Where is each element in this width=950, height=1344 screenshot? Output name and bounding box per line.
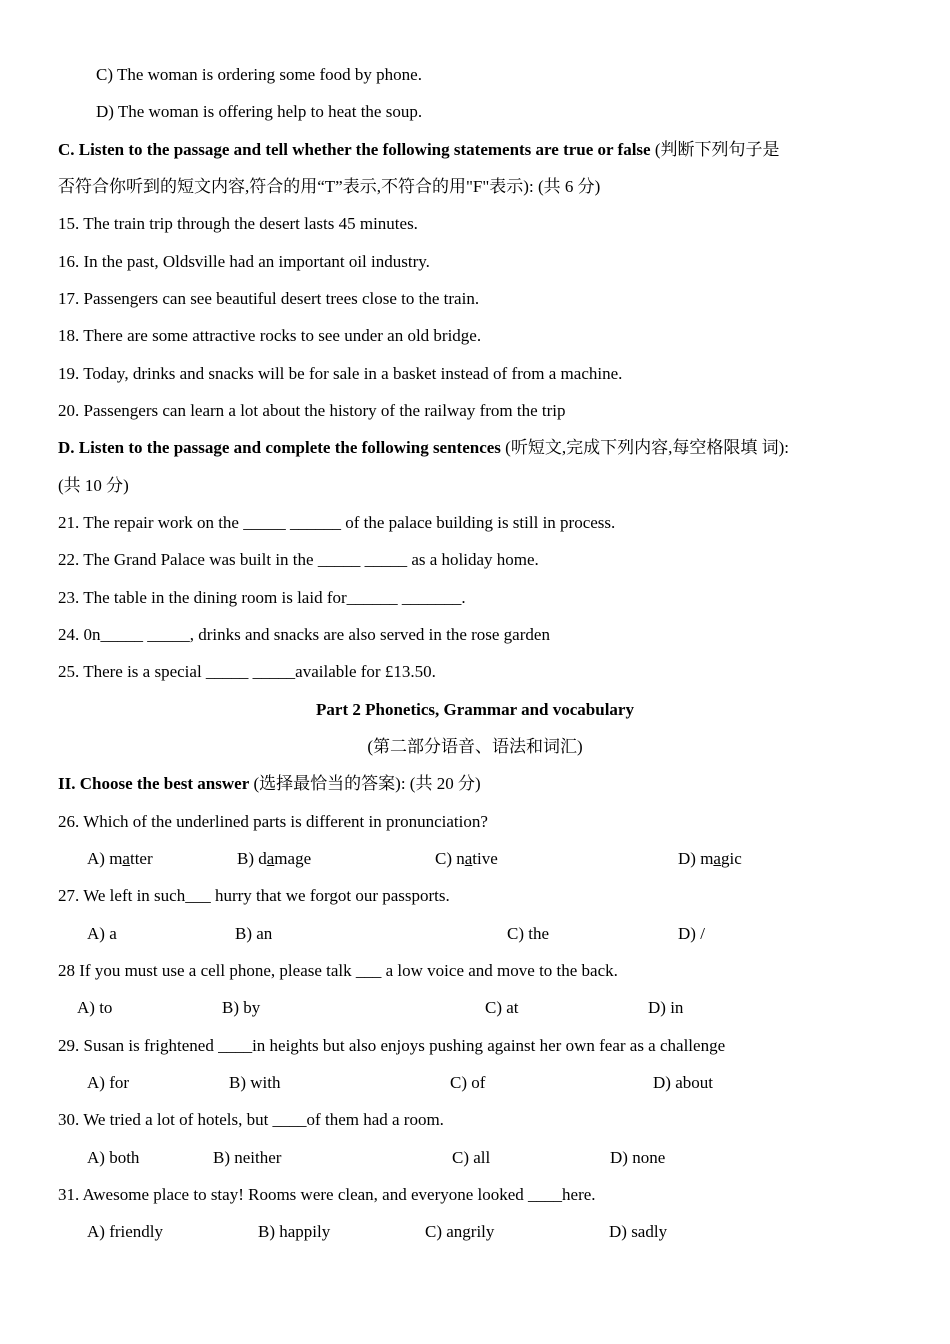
question-27-stem: 27. We left in such___ hurry that we forgot our passports. bbox=[58, 886, 450, 905]
section-d-heading: D. Listen to the passage and complete the following sentences bbox=[58, 438, 501, 457]
question-26-stem: 26. Which of the underlined parts is different in pronunciation? bbox=[58, 812, 488, 831]
statement-17: 17. Passengers can see beautiful desert trees close to the train. bbox=[58, 289, 480, 308]
section-c-header bbox=[58, 140, 780, 160]
part-2-subtitle: (第二部分语音、语法和词汇) bbox=[367, 737, 583, 756]
question-29-option-b: B) with bbox=[229, 1073, 281, 1092]
question-30-option-c: C) all bbox=[452, 1148, 491, 1167]
question-26-option-c: C) native bbox=[435, 849, 498, 868]
q14-option-d: D) The woman is offering help to heat the soup. bbox=[96, 102, 423, 121]
statement-16: 16. In the past, Oldsville had an important oil industry. bbox=[58, 252, 430, 271]
section-d-header bbox=[58, 438, 789, 458]
section-ii-header bbox=[58, 774, 481, 794]
question-28-option-c: C) at bbox=[485, 998, 519, 1017]
underlined-letter: a bbox=[266, 849, 275, 868]
question-31-option-c: C) angrily bbox=[425, 1222, 495, 1241]
question-27-option-d: D) / bbox=[678, 924, 705, 943]
sentence-24: 24. 0n_____ _____, drinks and snacks are also served in the rose garden bbox=[58, 625, 550, 644]
question-29-option-a: A) for bbox=[87, 1073, 130, 1092]
question-26-option-b: B) damage bbox=[237, 849, 312, 868]
q14-option-c: C) The woman is ordering some food by phone. bbox=[96, 65, 422, 84]
sentence-22: 22. The Grand Palace was built in the _____ _____ as a holiday home. bbox=[58, 550, 539, 569]
question-26-option-a: A) matter bbox=[87, 849, 153, 868]
question-31-option-b: B) happily bbox=[258, 1222, 331, 1241]
statement-20: 20. Passengers can learn a lot about the history of the railway from the trip bbox=[58, 401, 566, 420]
statement-18: 18. There are some attractive rocks to see under an old bridge. bbox=[58, 326, 482, 345]
section-c-heading: C. Listen to the passage and tell whether the following statements are true or false bbox=[58, 140, 651, 159]
statement-15: 15. The train trip through the desert lasts 45 minutes. bbox=[58, 214, 418, 233]
sentence-23: 23. The table in the dining room is laid for______ _______. bbox=[58, 588, 466, 607]
question-28-stem: 28 If you must use a cell phone, please talk ___ a low voice and move to the back. bbox=[58, 961, 618, 980]
question-30-stem: 30. We tried a lot of hotels, but ____of them had a room. bbox=[58, 1110, 444, 1129]
sentence-21: 21. The repair work on the _____ ______ of the palace building is still in process. bbox=[58, 513, 616, 532]
question-26-option-d: D) magic bbox=[678, 849, 742, 868]
question-29-option-c: C) of bbox=[450, 1073, 486, 1092]
question-27-option-c: C) the bbox=[507, 924, 550, 943]
section-c-instruction: (判断下列句子是 bbox=[654, 140, 780, 159]
question-30-option-d: D) none bbox=[610, 1148, 666, 1167]
question-27-option-a: A) a bbox=[87, 924, 117, 943]
question-27-option-b: B) an bbox=[235, 924, 273, 943]
underlined-letter: a bbox=[464, 849, 473, 868]
underlined-letter: a bbox=[713, 849, 721, 868]
question-28-option-d: D) in bbox=[648, 998, 684, 1017]
question-29-option-d: D) about bbox=[653, 1073, 713, 1092]
question-30-option-a: A) both bbox=[87, 1148, 140, 1167]
question-30-option-b: B) neither bbox=[213, 1148, 282, 1167]
question-31-option-d: D) sadly bbox=[609, 1222, 668, 1241]
question-31-option-a: A) friendly bbox=[87, 1222, 164, 1241]
part-2-title: Part 2 Phonetics, Grammar and vocabulary bbox=[316, 700, 634, 719]
section-d-instruction: (听短文,完成下列内容,每空格限填 词): bbox=[505, 438, 789, 457]
sentence-25: 25. There is a special _____ _____available for £13.50. bbox=[58, 662, 436, 681]
question-28-option-b: B) by bbox=[222, 998, 261, 1017]
section-c-instruction-cont: 否符合你听到的短文内容,符合的用“T”表示,不符合的用"F"表示): (共 6 分) bbox=[58, 177, 601, 196]
section-d-points: (共 10 分) bbox=[58, 476, 129, 495]
statement-19: 19. Today, drinks and snacks will be for sale in a basket instead of from a machine. bbox=[58, 364, 623, 383]
section-ii-heading: II. Choose the best answer bbox=[58, 774, 250, 793]
question-29-stem: 29. Susan is frightened ____in heights but also enjoys pushing against her own fear as a challenge bbox=[58, 1036, 726, 1055]
question-31-stem: 31. Awesome place to stay! Rooms were clean, and everyone looked ____here. bbox=[58, 1185, 596, 1204]
section-ii-instruction: (选择最恰当的答案): (共 20 分) bbox=[253, 774, 481, 793]
underlined-letter: a bbox=[122, 849, 130, 868]
question-28-option-a: A) to bbox=[77, 998, 113, 1017]
